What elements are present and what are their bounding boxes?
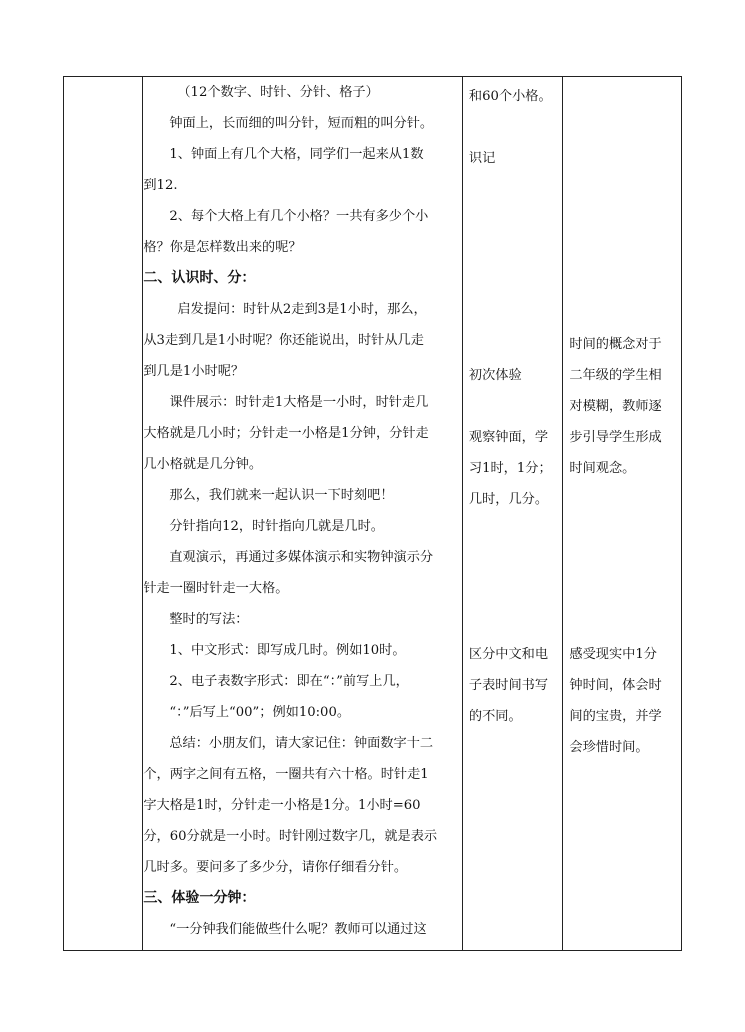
content-line: 启发提问：时针从2走到3是1小时，那么， (177, 302, 427, 317)
design-intent-cell (563, 77, 682, 951)
content-line: 格？你是怎样数出来的呢？ (143, 240, 302, 255)
content-line: 1、钟面上有几个大格，同学们一起来从1数 (169, 147, 424, 162)
content-line: 个，两字之间有五格，一圈共有六十格。时针走1 (143, 767, 429, 782)
content-line: 课件展示：时针走1大格是一小时，时针走几 (169, 395, 429, 410)
content-line: 直观演示，再通过多媒体演示和实物钟演示分 (169, 550, 434, 565)
section-heading: 二、认识时、分： (143, 270, 256, 286)
lesson-plan-table (63, 76, 682, 951)
activity-note: 识记 (468, 151, 496, 166)
content-line: 2、电子表数字形式：即在“：”前写上几， (169, 674, 409, 689)
activity-note: 和60个小格。 (468, 89, 552, 104)
content-line: 几小格就是几分钟。 (143, 457, 263, 472)
content-line: 分针指向12，时针指向几就是几时。 (169, 519, 384, 534)
activity-note-block (469, 639, 560, 732)
content-line: 针走一圈时针走一大格。 (143, 581, 289, 596)
activity-note-block (469, 422, 560, 515)
design-note-block (569, 639, 679, 763)
content-line: 几时多。要问多了多少分，请你仔细看分针。 (143, 860, 408, 875)
content-line: 那么，我们就来一起认识一下时刻吧！ (169, 488, 394, 503)
content-line: 字大格是1时，分针走一小格是1分。1小时=60 (143, 798, 421, 813)
design-line: 时间的概念对于 (569, 337, 662, 352)
design-line: 间的宝贵，并学 (569, 709, 662, 724)
student-activity-cell (462, 77, 562, 951)
content-line: “一分钟我们能做些什么呢？教师可以通过这 (169, 922, 427, 937)
design-line: 对模糊，教师逐 (569, 399, 662, 414)
content-line: 分，60分就是一小时。时针刚过数字几，就是表示 (143, 829, 438, 844)
section-heading: 三、体验一分钟： (143, 890, 256, 906)
content-line: 从3走到几是1小时呢？你还能说出，时针从几走 (143, 333, 424, 348)
design-line: 时间观念。 (569, 461, 636, 476)
design-line: 感受现实中1分 (569, 647, 657, 662)
design-line: 会珍惜时间。 (569, 740, 649, 755)
design-line: 步引导学生形成 (569, 430, 662, 445)
activity-line: 几时，几分。 (468, 492, 549, 507)
design-line: 钟时间，体会时 (569, 678, 662, 693)
content-line: 总结：小朋友们，请大家记住：钟面数字十二 (169, 736, 434, 751)
content-line: 到12. (143, 178, 178, 193)
activity-note: 初次体验 (468, 368, 522, 383)
design-line: 二年级的学生相 (569, 368, 662, 383)
content-line: 1、中文形式：即写成几时。例如10时。 (169, 643, 406, 658)
activity-line: 习1时，1分； (468, 461, 552, 476)
stage-column-cell (64, 77, 143, 951)
content-line: 2、每个大格上有几个小格？一共有多少个小 (169, 209, 429, 224)
table-row (64, 77, 682, 951)
activity-line: 子表时间书写 (468, 678, 549, 693)
activity-line: 的不同。 (468, 709, 522, 724)
activity-line: 区分中文和电 (468, 647, 549, 662)
activity-line: 观察钟面，学 (468, 430, 549, 445)
content-line: （12个数字、时针、分针、格子） (177, 85, 379, 100)
content-line: “：”后写上“00”；例如10:00。 (169, 705, 351, 720)
content-line: 到几是1小时呢？ (143, 364, 245, 379)
content-line: 整时的写法： (169, 612, 249, 627)
content-line: 大格就是几小时；分针走一小格是1分钟，分针走 (143, 426, 429, 441)
content-line: 钟面上，长而细的叫分针，短而粗的叫分针。 (169, 116, 434, 131)
teaching-content-cell (143, 77, 463, 951)
design-note-block (569, 329, 679, 484)
